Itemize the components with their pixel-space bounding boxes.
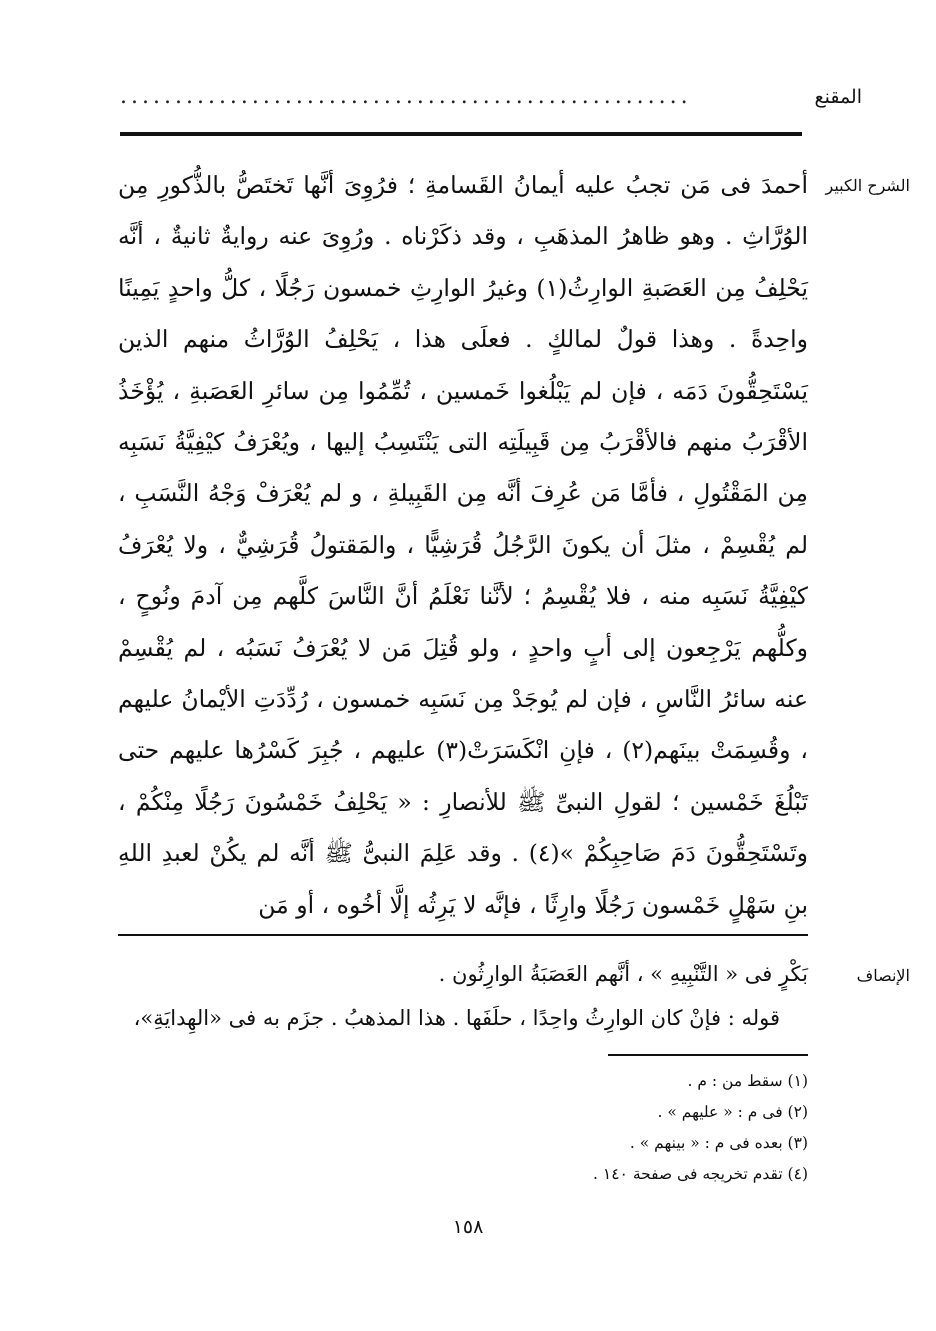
section-divider — [118, 934, 808, 936]
header-rule — [120, 132, 802, 136]
side-label-sharh: الشرح الكبير — [825, 176, 910, 195]
footnote-rule — [608, 1054, 808, 1056]
footnote-4: (٤) تقدم تخريجه فى صفحة ١٤٠ . — [593, 1165, 808, 1183]
footnote-3: (٣) بعده فى م : « بينهم » . — [629, 1134, 808, 1152]
insaf-line-1: بَكْرٍ فى « التَّنْبِيهِ » ، أنَّهم العَصَبَةُ الوارِثُون . — [438, 962, 808, 986]
header-dotted-leader: .................................................... — [120, 84, 692, 109]
page-number: ١٥٨ — [452, 1216, 484, 1238]
main-commentary-text: أحمدَ فى مَن تجبُ عليه أيمانُ القَسامةِ ؛ فرُوِىَ أنَّها تَختَصُّ بالذُّكورِ مِن الوُرَّاثِ . وهو ظاهرُ المذهَبِ ، وقد ذكَرْناه . ورُوِىَ عنه روايةٌ ثانيةٌ ، أنَّه يَحْلِفُ مِن العَصَبةِ الوارِثُ(١) وغيرُ الوارِثِ خمسون رَجُلًا ، كلُّ واحدٍ يَمِينًا واحِدةً . وهذا قولٌ لمالكٍ . فعلَى هذا ، يَحْلِفُ الوُرَّاثُ منهم الذين يَسْتَحِقُّونَ دَمَه ، فإن لم يَبْلُغوا خَمسين ، تُمِّمُوا مِن سائرِ العَصَبةِ ، يُؤْخَذُ الأقْرَبُ منهم فالأقْرَبُ مِن قَبِيلَتِه التى يَنْتَسِبُ إليها ، ويُعْرَفُ كيْفِيَّةُ نَسَبِه مِن المَقْتُولِ ، فأمَّا مَن عُرِفَ أنَّه مِن القَبِيلةِ ، و لم يُعْرَفْ وَجْهُ النَّسَبِ ، لم يُقْسِمْ ، مثلَ أن يكونَ الرَّجُلُ قُرَشِيًّا ، والمَقتولُ قُرَشِيٌّ ، ولا يُعْرَفُ كيْفِيَّةُ نَسَبِه منه ، فلا يُقْسِمُ ؛ لأنَّنا نَعْلَمُ أنَّ النَّاسَ كلَّهم مِن آدمَ ونُوحٍ ، وكلُّهم يَرْجِعون إلى أبٍ واحدٍ ، ولو قُتِلَ مَن لا يُعْرَفُ نَسَبُه ، لم يُقْسِمْ عنه سائرُ النَّاسِ ، فإن لم يُوجَدْ مِن نَسَبِه خمسون ، رُدِّدَتِ الأيْمانُ عليهم ، وقُسِمَتْ بينَهم(٢) ، فإنِ انْكَسَرَتْ(٣) عليهم ، جُبِرَ كَسْرُها عليهم حتى تَبْلُغَ خَمْسين ؛ لقولِ النبىِّ ﷺ للأنصارِ : « يَحْلِفُ خَمْسُونَ رَجُلًا مِنْكُمْ ، وتَسْتَحِقُّونَ دَمَ صَاحِبِكُمْ »(٤) . وقد عَلِمَ النبىُّ ﷺ أنَّه لم يكُنْ لعبدِ اللهِ بنِ سَهْلٍ خَمْسون رَجُلًا وارِثًا ، فإنَّه لا يَرِثُه إلَّا أخُوه ، أو مَن — [118, 171, 809, 919]
insaf-section — [118, 952, 808, 1040]
footnote-2: (٢) فى م : « عليهم » . — [657, 1103, 808, 1121]
footnote-1: (١) سقط من : م . — [687, 1072, 808, 1090]
header-title: المقنع — [814, 86, 862, 108]
side-label-insaf: الإنصاف — [856, 966, 910, 985]
footnotes-list — [118, 1066, 808, 1190]
insaf-line-2: قوله : فإنْ كان الوارِثُ واحِدًا ، حلَفَها . هذا المذهبُ . جزَم به فى «الهِدايَةِ»، — [133, 1006, 780, 1030]
